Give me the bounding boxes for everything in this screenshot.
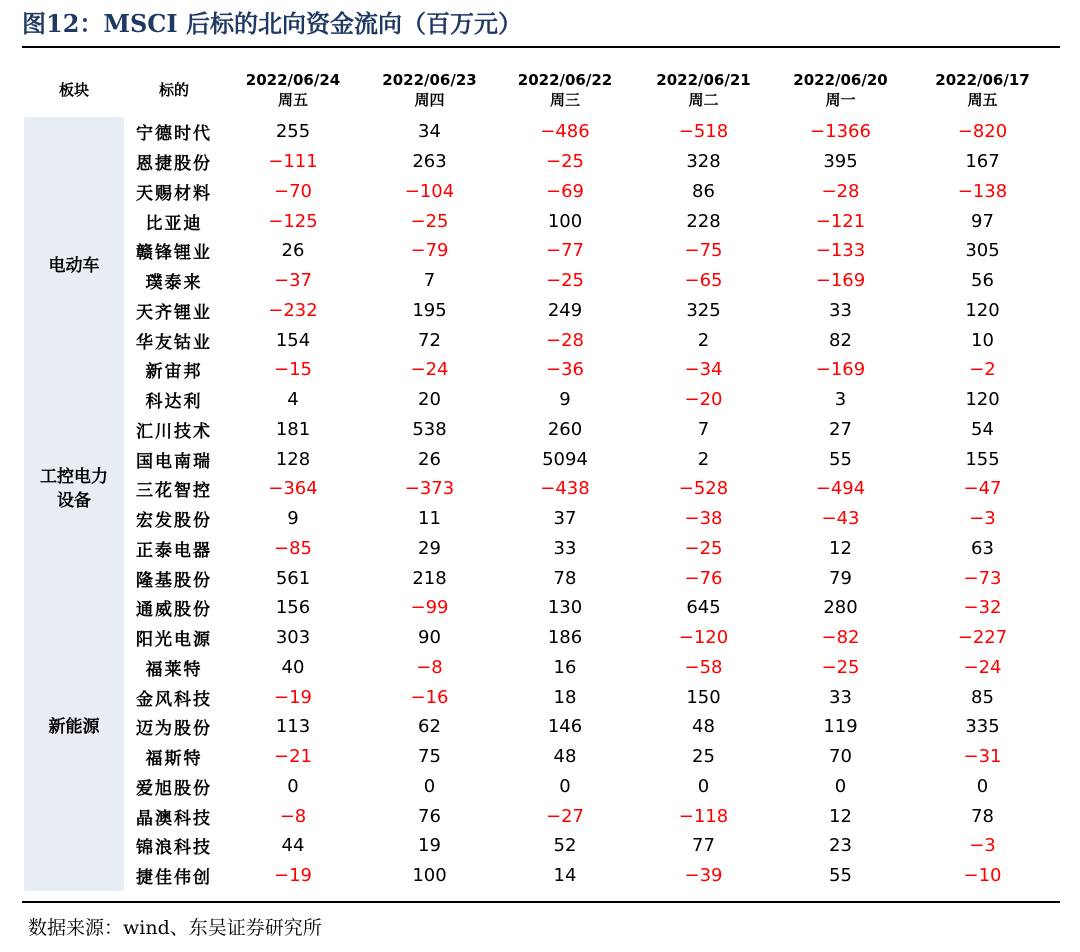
table-row (24, 474, 1058, 504)
stock-name-cell: 通威股份 (136, 600, 212, 621)
flow-value-cell: 76 (418, 805, 441, 827)
flow-value-cell: −24 (963, 656, 1002, 678)
table-row (24, 623, 1058, 653)
flow-value-cell: 33 (829, 686, 852, 708)
flow-value-cell: −138 (957, 180, 1008, 202)
flow-value-cell: 44 (281, 835, 305, 857)
header-sector: 板块 (58, 80, 89, 99)
flow-value-cell: −3 (969, 835, 996, 857)
flow-value-cell: 0 (976, 775, 989, 797)
flow-value-cell: −8 (279, 805, 307, 827)
flow-value-cell: −8 (416, 656, 443, 678)
stock-name-cell: 赣锋锂业 (136, 243, 212, 264)
header-date-col (907, 62, 1058, 117)
header-date-col (497, 62, 633, 117)
flow-value-cell: 195 (412, 299, 447, 321)
stock-name-cell: 三花智控 (136, 481, 212, 502)
header-date-col (362, 62, 497, 117)
flow-value-cell: 260 (547, 418, 583, 440)
northbound-flow-table (24, 62, 1058, 891)
flow-value-cell: 29 (418, 537, 441, 559)
flow-value-cell: 14 (553, 865, 577, 887)
flow-value-cell: −76 (684, 567, 723, 589)
flow-value-cell: −118 (678, 805, 729, 827)
header-date: 2022/06/23 (382, 70, 477, 89)
flow-value-cell: −373 (404, 478, 455, 500)
flow-value-cell: 72 (418, 329, 441, 351)
table-row (24, 653, 1058, 683)
stock-name-cell: 科达利 (145, 392, 203, 413)
source-note: 数据来源：wind、东吴证券研究所 (28, 917, 322, 939)
table-row (24, 415, 1058, 445)
flow-value-cell: 120 (965, 389, 1000, 411)
table-row (24, 593, 1058, 623)
table-row (24, 355, 1058, 385)
flow-value-cell: 186 (547, 627, 583, 649)
flow-value-cell: 79 (829, 567, 852, 589)
header-date: 2022/06/24 (245, 70, 341, 89)
flow-value-cell: 12 (829, 537, 852, 559)
flow-value-cell: 263 (412, 151, 447, 173)
flow-value-cell: −65 (684, 270, 723, 292)
stock-name-cell: 金风科技 (136, 689, 212, 710)
flow-value-cell: 155 (965, 448, 1000, 470)
flow-value-cell: 120 (965, 299, 1000, 321)
flow-value-cell: −486 (540, 121, 590, 143)
flow-value-cell: 100 (547, 210, 583, 232)
flow-value-cell: −364 (268, 478, 318, 500)
stock-name-cell: 比亚迪 (145, 213, 203, 234)
stock-name-cell: 汇川技术 (136, 421, 212, 442)
header-weekday: 周一 (825, 90, 856, 109)
flow-value-cell: 156 (275, 597, 311, 619)
flow-value-cell: −20 (684, 389, 723, 411)
table-row (24, 147, 1058, 177)
stock-name-cell: 天齐锂业 (136, 302, 212, 323)
header-weekday: 周二 (688, 90, 719, 109)
flow-value-cell: 113 (275, 716, 311, 738)
flow-value-cell: −104 (404, 180, 455, 202)
flow-value-cell: −38 (684, 508, 723, 530)
flow-value-cell: 119 (823, 716, 858, 738)
stock-name-cell: 恩捷股份 (136, 154, 212, 175)
flow-value-cell: 325 (686, 299, 721, 321)
top-rule (22, 46, 1060, 48)
flow-value-cell: 255 (275, 121, 311, 143)
flow-value-cell: −25 (410, 210, 449, 232)
flow-value-cell: 77 (692, 835, 715, 857)
table-row (24, 712, 1058, 742)
flow-value-cell: −34 (684, 359, 723, 381)
flow-value-cell: 130 (547, 597, 583, 619)
flow-value-cell: −111 (268, 151, 318, 173)
flow-value-cell: 0 (423, 775, 436, 797)
flow-value-cell: 78 (971, 805, 994, 827)
flow-value-cell: −24 (410, 359, 449, 381)
flow-value-cell: 561 (275, 567, 311, 589)
flow-value-cell: −19 (274, 686, 312, 708)
flow-value-cell: 228 (686, 210, 721, 232)
flow-value-cell: 10 (971, 329, 994, 351)
flow-value-cell: 3 (834, 389, 847, 411)
flow-value-cell: −37 (274, 270, 312, 292)
flow-value-cell: −82 (821, 627, 860, 649)
flow-value-cell: −77 (546, 240, 584, 262)
flow-value-cell: −32 (963, 597, 1002, 619)
flow-value-cell: −125 (268, 210, 318, 232)
flow-value-cell: 82 (829, 329, 852, 351)
header-stock: 标的 (158, 80, 189, 99)
header-weekday: 周四 (414, 90, 445, 109)
bottom-rule (22, 901, 1060, 903)
stock-name-cell: 福斯特 (145, 749, 203, 770)
flow-value-cell: 48 (692, 716, 715, 738)
flow-value-cell: 56 (971, 270, 994, 292)
flow-value-cell: 305 (965, 240, 1000, 262)
flow-value-cell: −25 (546, 151, 584, 173)
table-row (24, 563, 1058, 593)
table-row (24, 325, 1058, 355)
stock-name-cell: 璞泰来 (145, 273, 203, 294)
flow-value-cell: 0 (287, 775, 299, 797)
stock-name-cell: 隆基股份 (136, 570, 212, 591)
flow-value-cell: 335 (965, 716, 1000, 738)
flow-value-cell: 85 (971, 686, 994, 708)
flow-value-cell: 9 (559, 389, 571, 411)
flow-value-cell: −232 (268, 299, 318, 321)
flow-value-cell: 23 (829, 835, 852, 857)
flow-value-cell: 63 (971, 537, 994, 559)
flow-value-cell: 78 (553, 567, 577, 589)
stock-name-cell: 福莱特 (145, 659, 203, 680)
flow-value-cell: −70 (274, 180, 312, 202)
flow-value-cell: −1366 (810, 121, 871, 143)
flow-value-cell: 303 (275, 627, 311, 649)
flow-value-cell: 538 (412, 418, 447, 440)
flow-value-cell: 55 (829, 865, 852, 887)
flow-value-cell: 33 (553, 537, 577, 559)
flow-value-cell: 90 (418, 627, 441, 649)
table-row (24, 444, 1058, 474)
flow-value-cell: 26 (281, 240, 305, 262)
flow-value-cell: 128 (275, 448, 311, 470)
sector-cell: 工控电力设备 (24, 415, 124, 564)
stock-name-cell: 宏发股份 (136, 511, 212, 532)
table-body (24, 117, 1058, 891)
stock-name-cell: 迈为股份 (136, 719, 212, 740)
flow-value-cell: −58 (684, 656, 723, 678)
flow-value-cell: −518 (678, 121, 729, 143)
flow-value-cell: −3 (969, 508, 996, 530)
flow-value-cell: 5094 (542, 448, 588, 470)
flow-value-cell: −75 (684, 240, 723, 262)
flow-value-cell: −169 (815, 359, 866, 381)
flow-value-cell: 52 (553, 835, 577, 857)
flow-value-cell: 0 (834, 775, 847, 797)
flow-value-cell: 0 (559, 775, 571, 797)
table-row (24, 206, 1058, 236)
flow-value-cell: 154 (275, 329, 311, 351)
flow-value-cell: 37 (553, 508, 577, 530)
flow-value-cell: 34 (418, 121, 441, 143)
flow-value-cell: 48 (553, 746, 577, 768)
table-row (24, 861, 1058, 891)
table-row (24, 236, 1058, 266)
stock-name-cell: 新宙邦 (145, 362, 203, 383)
flow-value-cell: 55 (829, 448, 852, 470)
figure-title: 图12：MSCI 后标的北向资金流向（百万元） (22, 9, 522, 38)
flow-value-cell: −2 (969, 359, 996, 381)
flow-value-cell: −19 (274, 865, 312, 887)
flow-value-cell: −21 (274, 746, 312, 768)
flow-value-cell: 70 (829, 746, 852, 768)
table-row (24, 831, 1058, 861)
stock-name-cell: 正泰电器 (136, 540, 212, 561)
flow-value-cell: 75 (418, 746, 441, 768)
flow-value-cell: 645 (686, 597, 721, 619)
flow-value-cell: 33 (829, 299, 852, 321)
sector-cell: 新能源 (24, 563, 124, 890)
flow-value-cell: 11 (418, 508, 441, 530)
flow-value-cell: 27 (829, 418, 852, 440)
flow-value-cell: −47 (963, 478, 1002, 500)
table-row (24, 504, 1058, 534)
header-date-col (224, 62, 362, 117)
flow-value-cell: 86 (692, 180, 715, 202)
flow-value-cell: 100 (412, 865, 447, 887)
flow-value-cell: 18 (553, 686, 577, 708)
sector-cell: 电动车 (24, 117, 124, 415)
stock-name-cell: 捷佳伟创 (136, 868, 212, 889)
flow-value-cell: 16 (553, 656, 577, 678)
header-date: 2022/06/22 (517, 70, 613, 89)
flow-value-cell: −69 (546, 180, 584, 202)
table-row (24, 266, 1058, 296)
flow-value-cell: −36 (546, 359, 584, 381)
header-weekday: 周三 (549, 90, 580, 109)
flow-value-cell: −121 (815, 210, 866, 232)
flow-value-cell: −25 (821, 656, 860, 678)
stock-name-cell: 阳光电源 (136, 630, 212, 651)
flow-value-cell: 97 (971, 210, 994, 232)
flow-value-cell: −528 (678, 478, 729, 500)
header-row (24, 62, 1058, 117)
table-row (24, 177, 1058, 207)
flow-value-cell: −15 (274, 359, 312, 381)
header-date-col (774, 62, 907, 117)
flow-value-cell: 280 (823, 597, 858, 619)
flow-value-cell: 150 (686, 686, 721, 708)
flow-value-cell: 12 (829, 805, 852, 827)
flow-value-cell: −169 (815, 270, 866, 292)
header-date: 2022/06/20 (793, 70, 888, 89)
flow-value-cell: −25 (684, 537, 723, 559)
flow-value-cell: −73 (963, 567, 1002, 589)
table-row (24, 742, 1058, 772)
flow-value-cell: −79 (410, 240, 449, 262)
flow-value-cell: −494 (815, 478, 866, 500)
flow-value-cell: 54 (971, 418, 994, 440)
table-row (24, 117, 1058, 147)
flow-value-cell: −43 (821, 508, 860, 530)
stock-name-cell: 华友钴业 (136, 332, 212, 353)
flow-value-cell: −133 (815, 240, 866, 262)
flow-value-cell: 181 (275, 418, 311, 440)
flow-value-cell: 4 (287, 389, 299, 411)
flow-value-cell: −227 (957, 627, 1008, 649)
flow-value-cell: −27 (546, 805, 584, 827)
flow-value-cell: 19 (418, 835, 441, 857)
stock-name-cell: 宁德时代 (136, 124, 212, 145)
header-weekday: 周五 (277, 90, 308, 109)
table-row (24, 772, 1058, 802)
stock-name-cell: 锦浪科技 (136, 838, 212, 859)
flow-value-cell: −820 (957, 121, 1008, 143)
table-row (24, 296, 1058, 326)
flow-value-cell: 218 (412, 567, 447, 589)
flow-value-cell: 20 (418, 389, 441, 411)
header-weekday: 周五 (967, 90, 998, 109)
flow-value-cell: 9 (287, 508, 299, 530)
flow-value-cell: −31 (963, 746, 1002, 768)
flow-value-cell: −120 (678, 627, 729, 649)
flow-value-cell: 7 (697, 418, 710, 440)
flow-value-cell: 395 (823, 151, 858, 173)
flow-value-cell: 62 (418, 716, 441, 738)
stock-name-cell: 国电南瑞 (136, 451, 212, 472)
flow-value-cell: 167 (965, 151, 1000, 173)
flow-value-cell: 2 (697, 448, 710, 470)
flow-value-cell: −85 (274, 537, 312, 559)
flow-value-cell: −99 (410, 597, 449, 619)
flow-value-cell: 146 (547, 716, 583, 738)
flow-value-cell: 328 (686, 151, 721, 173)
flow-value-cell: −10 (963, 865, 1002, 887)
stock-name-cell: 爱旭股份 (136, 778, 212, 799)
table-row (24, 801, 1058, 831)
header-date: 2022/06/21 (656, 70, 751, 89)
table-row (24, 682, 1058, 712)
stock-name-cell: 天赐材料 (136, 183, 212, 204)
flow-value-cell: 0 (697, 775, 710, 797)
flow-value-cell: 26 (418, 448, 441, 470)
table-row (24, 385, 1058, 415)
flow-value-cell: 7 (423, 270, 436, 292)
header-date-col (633, 62, 774, 117)
flow-value-cell: −25 (546, 270, 584, 292)
flow-value-cell: 40 (281, 656, 305, 678)
flow-value-cell: 249 (547, 299, 583, 321)
header-date: 2022/06/17 (935, 70, 1030, 89)
flow-value-cell: −28 (821, 180, 860, 202)
flow-value-cell: −28 (546, 329, 584, 351)
flow-value-cell: −16 (410, 686, 449, 708)
flow-value-cell: −438 (540, 478, 590, 500)
flow-value-cell: −39 (684, 865, 723, 887)
stock-name-cell: 晶澳科技 (136, 808, 212, 829)
table-row (24, 534, 1058, 564)
flow-value-cell: 2 (697, 329, 710, 351)
flow-value-cell: 25 (692, 746, 715, 768)
